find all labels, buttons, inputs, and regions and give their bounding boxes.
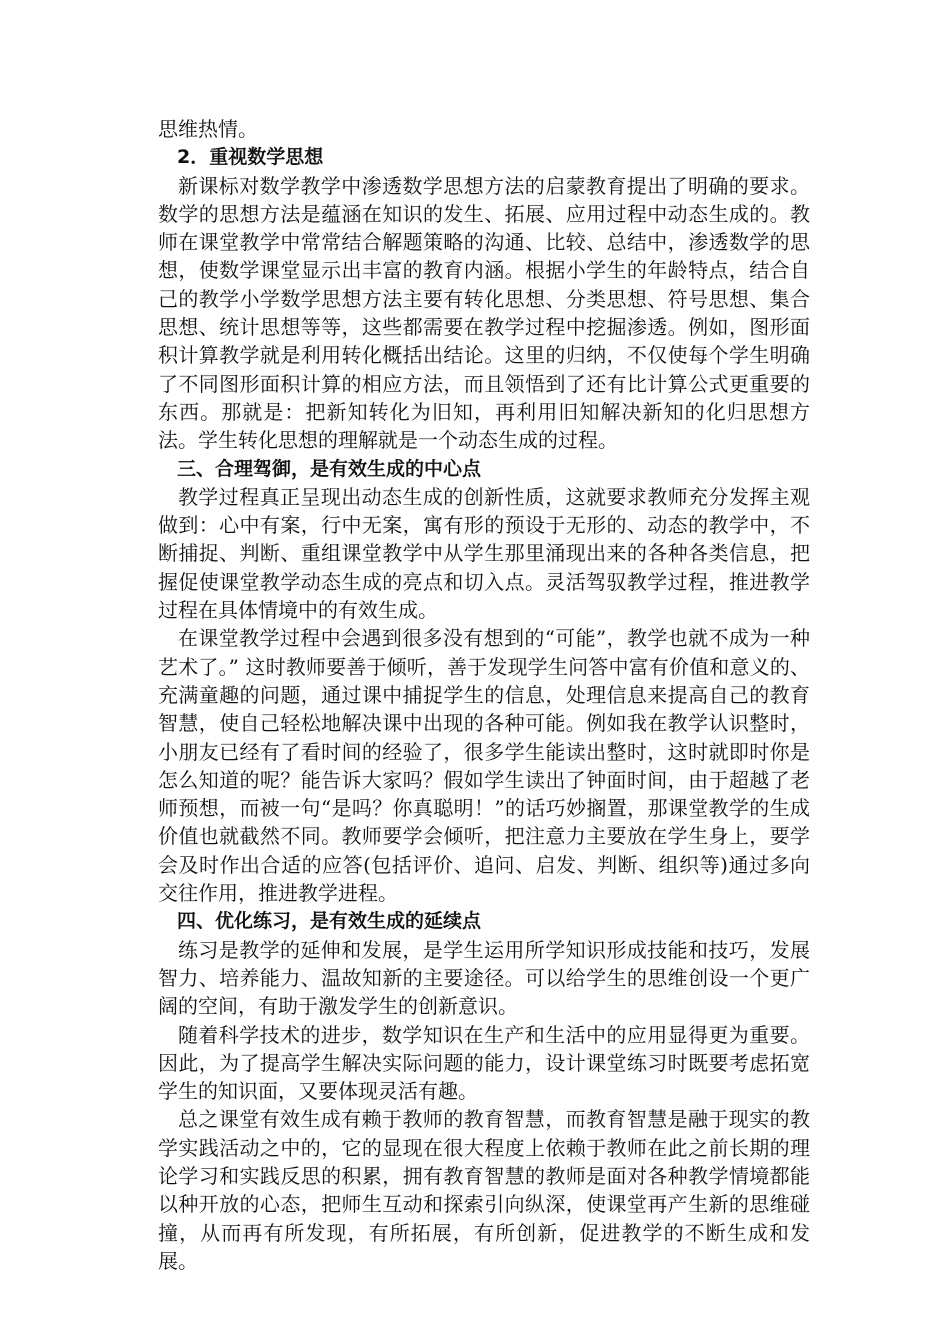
paragraph-fragment: 思维热情。 xyxy=(158,117,258,141)
paragraph: 新课标对数学教学中渗透数学思想方法的启蒙教育提出了明确的要求。数学的思想方法是蕴涵在知识的发生、拓展、应用过程中动态生成的。教师在课堂教学中常常结合解题策略的沟通、比较、总结中，渗透数学的思想，使数学课堂显示出丰富的教育内涵。根据小学生的年龄特点，结合自己的教学小学数学思想方法主要有转化思想、分类思想、符号思想、集合思想、统计思想等等，这些都需要在教学过程中挖掘渗透。例如，图形面积计算教学就是利用转化概括出结论。这里的归纳，不仅使每个学生明确了不同图形面积计算的相应方法，而且领悟到了还有比计算公式更重要的东西。那就是：把新知转化为旧知，再利用旧知解决新知的化归思想方法。学生转化思想的理解就是一个动态生成的过程。 xyxy=(158,173,810,453)
document-page xyxy=(158,115,810,1275)
section-heading: 三、合理驾御，是有效生成的中心点 xyxy=(177,457,482,480)
paragraph: 教学过程真正呈现出动态生成的创新性质，这就要求教师充分发挥主观做到：心中有案，行中无案，寓有形的预设于无形的、动态的教学中，不断捕捉、判断、重组课堂教学中从学生那里涌现出来的各种各类信息，把握促使课堂教学动态生成的亮点和切入点。灵活驾驭教学过程，推进教学过程在具体情境中的有效生成。 xyxy=(158,484,810,623)
paragraph: 在课堂教学过程中会遇到很多没有想到的“可能”，教学也就不成为一种艺术了。” 这时教师要善于倾听，善于发现学生问答中富有价值和意义的、充满童趣的问题，通过课中捕捉学生的信息，处理信息来提高自己的教育智慧，使自己轻松地解决课中出现的各种可能。例如我在教学认识整时，小朋友已经有了看时间的经验了，很多学生能读出整时，这时就即时你是怎么知道的呢？能告诉大家吗？假如学生读出了钟面时间，由于超越了老师预想，而被一句“是吗？你真聪明！”的话巧妙搁置，那课堂教学的生成价值也就截然不同。教师要学会倾听，把注意力主要放在学生身上，要学会及时作出合适的应答(包括评价、追问、启发、判断、组织等)通过多向交往作用，推进教学进程。 xyxy=(158,626,810,906)
paragraph: 练习是教学的延伸和发展，是学生运用所学知识形成技能和技巧，发展智力、培养能力、温故知新的主要途径。可以给学生的思维创设一个更广阔的空间，有助于激发学生的创新意识。 xyxy=(158,937,810,1019)
paragraph: 随着科学技术的进步，数学知识在生产和生活中的应用显得更为重要。因此，为了提高学生解决实际问题的能力，设计课堂练习时既要考虑拓宽学生的知识面，又要体现灵活有趣。 xyxy=(158,1022,810,1104)
paragraph: 总之课堂有效生成有赖于教师的教育智慧，而教育智慧是融于现实的教学实践活动之中的，它的显现在很大程度上依赖于教师在此之前长期的理论学习和实践反思的积累，拥有教育智慧的教师是面对各种教学情境都能以种开放的心态，把师生互动和探索引向纵深，使课堂再产生新的思维碰撞，从而再有所发现，有所拓展，有所创新，促进教学的不断生成和发展。 xyxy=(158,1107,810,1273)
section-heading: 四、优化练习，是有效生成的延续点 xyxy=(177,910,482,933)
section-heading: 2．重视数学思想 xyxy=(177,146,324,169)
